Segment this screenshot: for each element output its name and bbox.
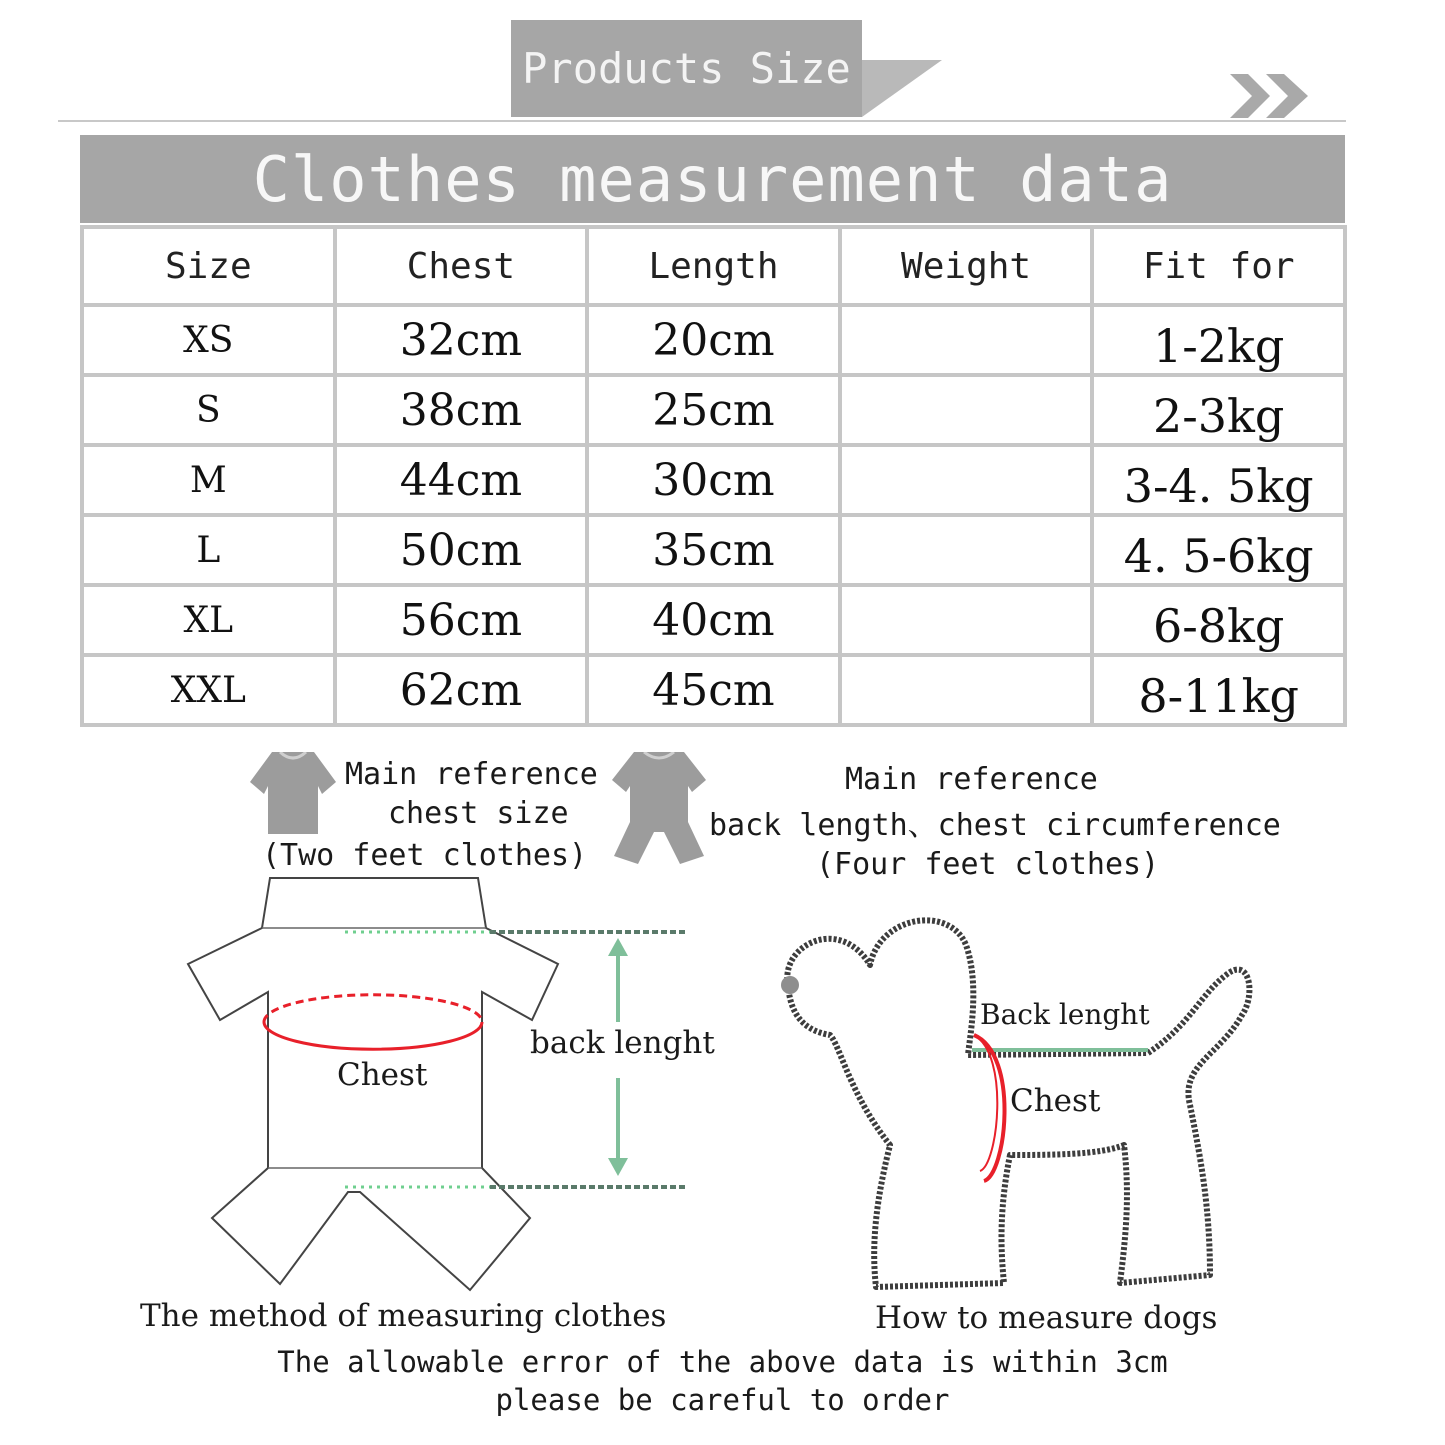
cell-fit: 3-4. 5kg <box>1094 447 1343 513</box>
table-row <box>84 587 1343 653</box>
cell-fit: 4. 5-6kg <box>1094 517 1343 583</box>
two-feet-clothes-type: (Two feet clothes) <box>262 838 588 873</box>
cell-size: XS <box>84 307 333 373</box>
cell-fit: 2-3kg <box>1094 377 1343 443</box>
tab-shadow <box>862 60 942 117</box>
cell-length: 35cm <box>589 517 838 583</box>
cell-chest: 44cm <box>337 447 586 513</box>
cell-length: 45cm <box>589 657 838 723</box>
cell-chest: 32cm <box>337 307 586 373</box>
cell-size: M <box>84 447 333 513</box>
clothes-chest-label: Chest <box>337 1057 428 1093</box>
table-header-row <box>84 229 1343 303</box>
dog-caption: How to measure dogs <box>875 1300 1218 1336</box>
size-table <box>80 225 1347 727</box>
banner-title <box>80 135 1345 223</box>
double-chevron-icon <box>1228 72 1312 120</box>
cell-weight <box>842 657 1091 723</box>
column-header-size: Size <box>84 229 333 303</box>
cell-weight <box>842 307 1091 373</box>
cell-size: XL <box>84 587 333 653</box>
products-size-tab <box>511 20 862 117</box>
cell-size: XXL <box>84 657 333 723</box>
table-row <box>84 657 1343 723</box>
cell-size: L <box>84 517 333 583</box>
two-feet-reference-line1: Main reference <box>345 757 598 792</box>
cell-fit: 1-2kg <box>1094 307 1343 373</box>
cell-length: 20cm <box>589 307 838 373</box>
cell-chest: 62cm <box>337 657 586 723</box>
cell-weight <box>842 377 1091 443</box>
cell-weight <box>842 447 1091 513</box>
two-feet-shirt-icon <box>250 752 336 834</box>
clothes-measuring-diagram <box>180 872 700 1292</box>
header-divider <box>58 120 1346 122</box>
banner-title-text: Clothes measurement data <box>252 142 1173 216</box>
cell-length: 30cm <box>589 447 838 513</box>
table-row <box>84 377 1343 443</box>
dog-chest-label: Chest <box>1010 1083 1101 1119</box>
cell-fit: 8-11kg <box>1094 657 1343 723</box>
cell-length: 25cm <box>589 377 838 443</box>
column-header-chest: Chest <box>337 229 586 303</box>
four-feet-reference-line1: Main reference <box>845 762 1098 797</box>
cell-chest: 56cm <box>337 587 586 653</box>
table-row <box>84 517 1343 583</box>
cell-fit: 6-8kg <box>1094 587 1343 653</box>
four-feet-suit-icon <box>610 752 708 864</box>
column-header-fit: Fit for <box>1094 229 1343 303</box>
cell-weight <box>842 587 1091 653</box>
column-header-weight: Weight <box>842 229 1091 303</box>
cell-weight <box>842 517 1091 583</box>
two-feet-reference-line2: chest size <box>388 796 569 831</box>
cell-chest: 50cm <box>337 517 586 583</box>
four-feet-reference-line2: back length、chest circumference <box>709 808 1281 843</box>
column-header-length: Length <box>589 229 838 303</box>
table-row <box>84 307 1343 373</box>
cell-length: 40cm <box>589 587 838 653</box>
cell-chest: 38cm <box>337 377 586 443</box>
four-feet-clothes-type: (Four feet clothes) <box>816 847 1160 882</box>
dog-back-length-label: Back lenght <box>980 998 1150 1031</box>
notice-line-2: please be careful to order <box>495 1383 950 1417</box>
products-size-label: Products Size <box>522 44 851 93</box>
cell-size: S <box>84 377 333 443</box>
notice-line-1: The allowable error of the above data is within 3cm <box>277 1345 1168 1379</box>
table-row <box>84 447 1343 513</box>
clothes-caption: The method of measuring clothes <box>140 1298 667 1334</box>
clothes-back-length-label: back lenght <box>530 1025 715 1061</box>
